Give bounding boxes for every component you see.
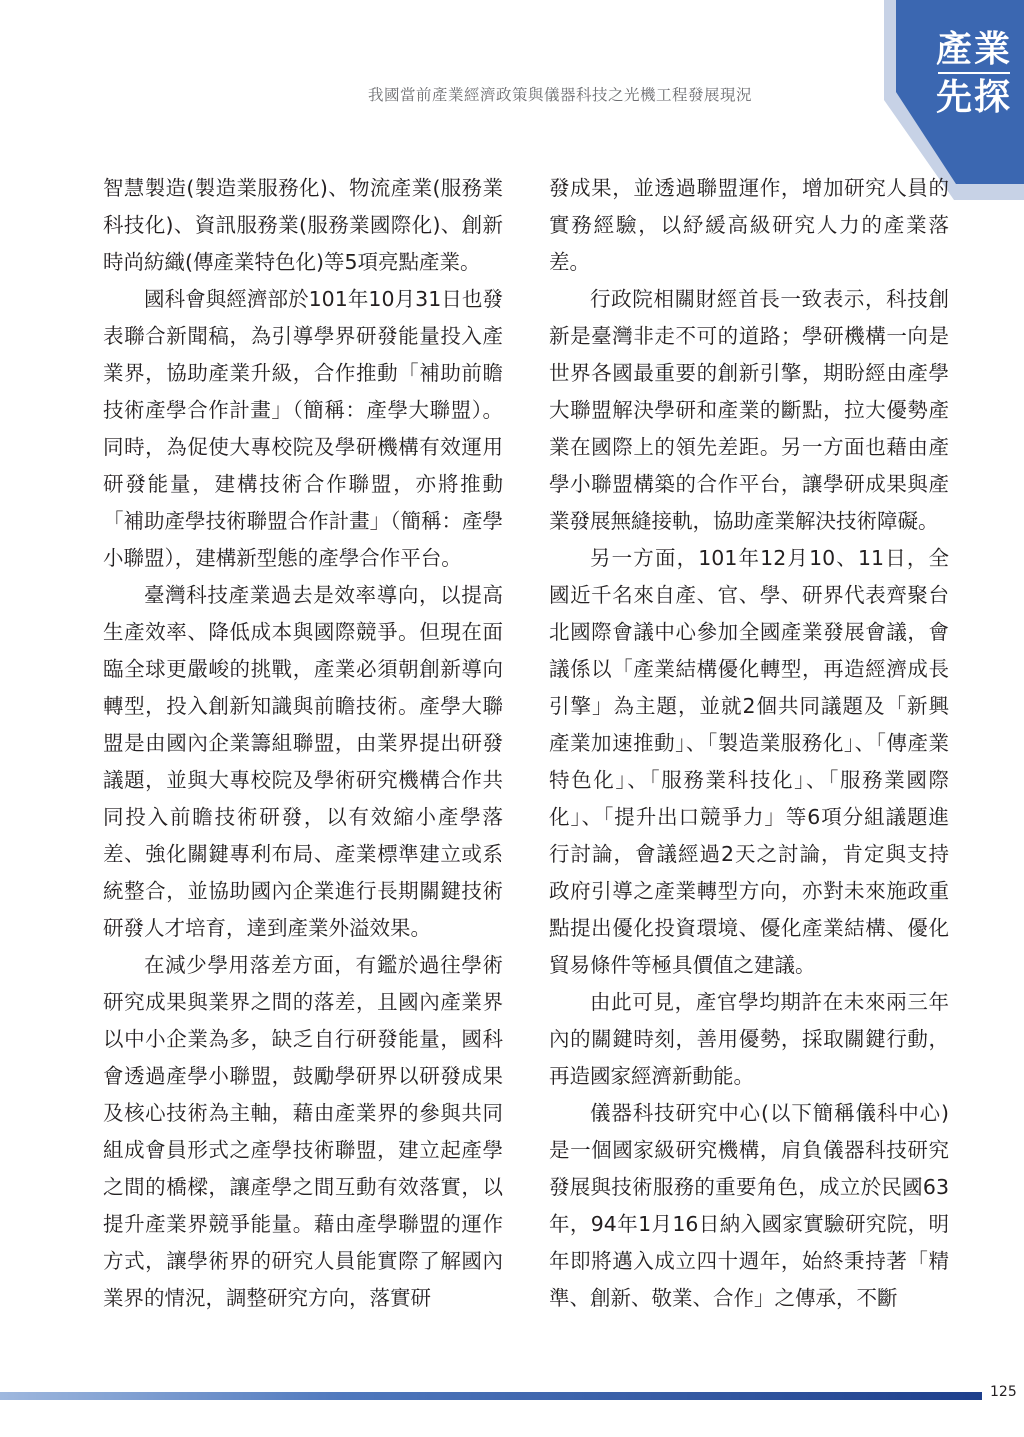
section-badge-divider: [938, 72, 1010, 74]
section-badge-line2: 先探: [935, 77, 1012, 118]
paragraph: 臺灣科技產業過去是效率導向，以提高生產效率、降低成本與國際競爭。但現在面臨全球更嚴峻的挑戰，產業必須朝創新導向轉型，投入創新知識與前瞻技術。產學大聯盟是由國內企業籌組聯盟，由業界提出研發議題，並與大專校院及學術研究機構合作共同投入前瞻技術研發，以有效縮小產學落差、強化關鍵專利布局、產業標準建立或系統整合，並協助國內企業進行長期關鍵技術研發人才培育，達到產業外溢效果。: [103, 583, 503, 940]
paragraph: 由此可見，產官學均期許在未來兩三年內的關鍵時刻，善用優勢，採取關鍵行動，再造國家經濟新動能。: [549, 990, 949, 1088]
paragraph: 行政院相關財經首長一致表示，科技創新是臺灣非走不可的道路；學研機構一向是世界各國最重要的創新引擎，期盼經由產學大聯盟解決學研和產業的斷點，拉大優勢產業在國際上的領先差距。另一方面也藉由產學小聯盟構築的合作平台，讓學研成果與產業發展無縫接軌，協助產業解決技術障礙。: [549, 287, 949, 533]
left-text-column: [103, 170, 503, 1317]
paragraph: 儀器科技研究中心(以下簡稱儀科中心)是一個國家級研究機構，肩負儀器科技研究發展與技術服務的重要角色，成立於民國63年，94年1月16日納入國家實驗研究院，明年即將邁入成立四十週年，始終秉持著「精準、創新、敬業、合作」之傳承，不斷: [549, 1101, 949, 1310]
running-header-title: 我國當前產業經濟政策與儀器科技之光機工程發展現況: [367, 86, 752, 104]
paragraph: 另一方面，101年12月10、11日，全國近千名來自產、官、學、研界代表齊聚台北國際會議中心參加全國產業發展會議，會議係以「產業結構優化轉型，再造經濟成長引擎」為主題，並就2個共同議題及「新興產業加速推動」、「製造業服務化」、「傳產業特色化」、「服務業科技化」、「服務業國際化」、「提升出口競爭力」等6項分組議題進行討論，會議經過2天之討論，肯定與支持政府引導之產業轉型方向，亦對未來施政重點提出優化投資環境、優化產業結構、優化貿易條件等極具價值之建議。: [549, 546, 949, 977]
paragraph: 在減少學用落差方面，有鑑於過往學術研究成果與業界之間的落差，且國內產業界以中小企業為多，缺乏自行研發能量，國科會透過產學小聯盟，鼓勵學研界以研發成果及核心技術為主軸，藉由產業界的參與共同組成會員形式之產學技術聯盟，建立起產學之間的橋樑，讓產學之間互動有效落實，以提升產業界競爭能量。藉由產學聯盟的運作方式，讓學術界的研究人員能實際了解國內業界的情況，調整研究方向，落實研: [103, 953, 503, 1310]
right-text-column: [549, 170, 949, 1317]
section-badge-line1: 產業: [935, 29, 1012, 70]
footer-gradient-bar: [0, 1392, 982, 1400]
paragraph-continued: 智慧製造(製造業服務化)、物流產業(服務業科技化)、資訊服務業(服務業國際化)、創新時尚紡織(傳產業特色化)等5項亮點產業。: [103, 176, 503, 274]
paragraph: 國科會與經濟部於101年10月31日也發表聯合新聞稿，為引導學界研發能量投入產業界，協助產業升級，合作推動「補助前瞻技術產學合作計畫」（簡稱：產學大聯盟）。同時，為促使大專校院及學研機構有效運用研發能量，建構技術合作聯盟，亦將推動「補助產學技術聯盟合作計畫」（簡稱：產學小聯盟），建構新型態的產學合作平台。: [103, 287, 503, 570]
paragraph-continued: 發成果，並透過聯盟運作，增加研究人員的實務經驗，以紓緩高級研究人力的產業落差。: [549, 176, 949, 274]
page-number: 125: [990, 1384, 1017, 1400]
